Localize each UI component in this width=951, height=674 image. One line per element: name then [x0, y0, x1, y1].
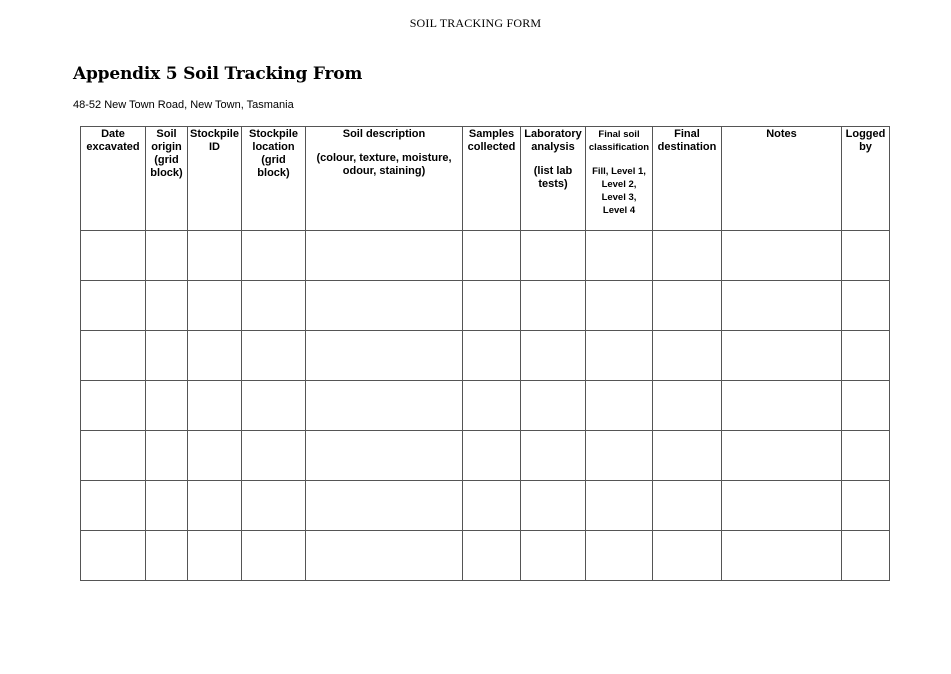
table-cell[interactable] — [81, 481, 146, 531]
table-cell[interactable] — [586, 431, 653, 481]
column-header-soil-origin: Soil origin (grid block) — [146, 127, 188, 231]
table-cell[interactable] — [586, 281, 653, 331]
column-header-date-excavated: Date excavated — [81, 127, 146, 231]
table-cell[interactable] — [463, 331, 521, 381]
table-cell[interactable] — [306, 531, 463, 581]
soil-tracking-table — [80, 126, 890, 581]
table-cell[interactable] — [463, 281, 521, 331]
table-row — [81, 331, 890, 381]
table-cell[interactable] — [146, 381, 188, 431]
table-cell[interactable] — [188, 481, 242, 531]
table-cell[interactable] — [653, 481, 722, 531]
table-cell[interactable] — [842, 531, 890, 581]
table-cell[interactable] — [842, 431, 890, 481]
table-cell[interactable] — [842, 481, 890, 531]
table-cell[interactable] — [653, 431, 722, 481]
table-cell[interactable] — [81, 231, 146, 281]
table-cell[interactable] — [521, 481, 586, 531]
table-cell[interactable] — [586, 531, 653, 581]
table-cell[interactable] — [722, 431, 842, 481]
table-cell[interactable] — [306, 381, 463, 431]
table-cell[interactable] — [81, 431, 146, 481]
table-cell[interactable] — [306, 431, 463, 481]
table-cell[interactable] — [722, 531, 842, 581]
table-cell[interactable] — [146, 531, 188, 581]
table-cell[interactable] — [463, 531, 521, 581]
table-cell[interactable] — [842, 281, 890, 331]
table-cell[interactable] — [188, 381, 242, 431]
page-heading: Appendix 5 Soil Tracking From — [73, 64, 363, 84]
table-cell[interactable] — [722, 481, 842, 531]
table-cell[interactable] — [722, 231, 842, 281]
column-header-soil-description: Soil description (colour, texture, moisture, odour, staining) — [306, 127, 463, 231]
table-cell[interactable] — [242, 531, 306, 581]
table-cell[interactable] — [242, 481, 306, 531]
table-cell[interactable] — [722, 281, 842, 331]
table-row — [81, 381, 890, 431]
table-cell[interactable] — [188, 231, 242, 281]
table-cell[interactable] — [586, 481, 653, 531]
table-cell[interactable] — [81, 381, 146, 431]
table-cell[interactable] — [463, 481, 521, 531]
table-cell[interactable] — [463, 431, 521, 481]
table-cell[interactable] — [521, 531, 586, 581]
table-cell[interactable] — [188, 431, 242, 481]
table-row — [81, 281, 890, 331]
table-cell[interactable] — [842, 331, 890, 381]
table-header-row — [81, 127, 890, 231]
table-cell[interactable] — [521, 231, 586, 281]
table-cell[interactable] — [188, 531, 242, 581]
table-cell[interactable] — [306, 481, 463, 531]
table-cell[interactable] — [653, 281, 722, 331]
table-row — [81, 481, 890, 531]
table-row — [81, 431, 890, 481]
table-cell[interactable] — [521, 381, 586, 431]
table-row — [81, 231, 890, 281]
table-cell[interactable] — [306, 231, 463, 281]
table-cell[interactable] — [586, 231, 653, 281]
table-cell[interactable] — [242, 231, 306, 281]
table-cell[interactable] — [146, 431, 188, 481]
table-cell[interactable] — [188, 281, 242, 331]
form-title: SOIL TRACKING FORM — [409, 16, 542, 30]
column-header-final-soil-classification: Final soil classification Fill, Level 1, Level 2, Level 3, Level 4 — [586, 127, 653, 231]
table-cell[interactable] — [586, 331, 653, 381]
table-cell[interactable] — [146, 231, 188, 281]
table-cell[interactable] — [653, 331, 722, 381]
table-cell[interactable] — [521, 331, 586, 381]
table-cell[interactable] — [146, 281, 188, 331]
column-header-final-destination: Final destination — [653, 127, 722, 231]
table-cell[interactable] — [463, 231, 521, 281]
table-cell[interactable] — [586, 381, 653, 431]
table-cell[interactable] — [722, 331, 842, 381]
table-cell[interactable] — [146, 481, 188, 531]
table-cell[interactable] — [653, 531, 722, 581]
table-cell[interactable] — [81, 331, 146, 381]
table-cell[interactable] — [306, 331, 463, 381]
table-cell[interactable] — [842, 381, 890, 431]
column-header-laboratory-analysis: Laboratory analysis (list lab tests) — [521, 127, 586, 231]
table-cell[interactable] — [463, 381, 521, 431]
table-cell[interactable] — [242, 281, 306, 331]
table-cell[interactable] — [521, 431, 586, 481]
table-cell[interactable] — [81, 281, 146, 331]
table-cell[interactable] — [146, 331, 188, 381]
table-cell[interactable] — [81, 531, 146, 581]
table-cell[interactable] — [242, 431, 306, 481]
table-cell[interactable] — [242, 331, 306, 381]
table-row — [81, 531, 890, 581]
table-cell[interactable] — [722, 381, 842, 431]
table-cell[interactable] — [188, 331, 242, 381]
site-address: 48-52 New Town Road, New Town, Tasmania — [73, 99, 294, 111]
table-cell[interactable] — [242, 381, 306, 431]
table-cell[interactable] — [653, 381, 722, 431]
table-cell[interactable] — [842, 231, 890, 281]
column-header-stockpile-id: Stockpile ID — [188, 127, 242, 231]
column-header-stockpile-location: Stockpile location (grid block) — [242, 127, 306, 231]
table-cell[interactable] — [306, 281, 463, 331]
column-header-logged-by: Logged by — [842, 127, 890, 231]
table-cell[interactable] — [653, 231, 722, 281]
column-header-samples-collected: Samples collected — [463, 127, 521, 231]
column-header-notes: Notes — [722, 127, 842, 231]
table-cell[interactable] — [521, 281, 586, 331]
